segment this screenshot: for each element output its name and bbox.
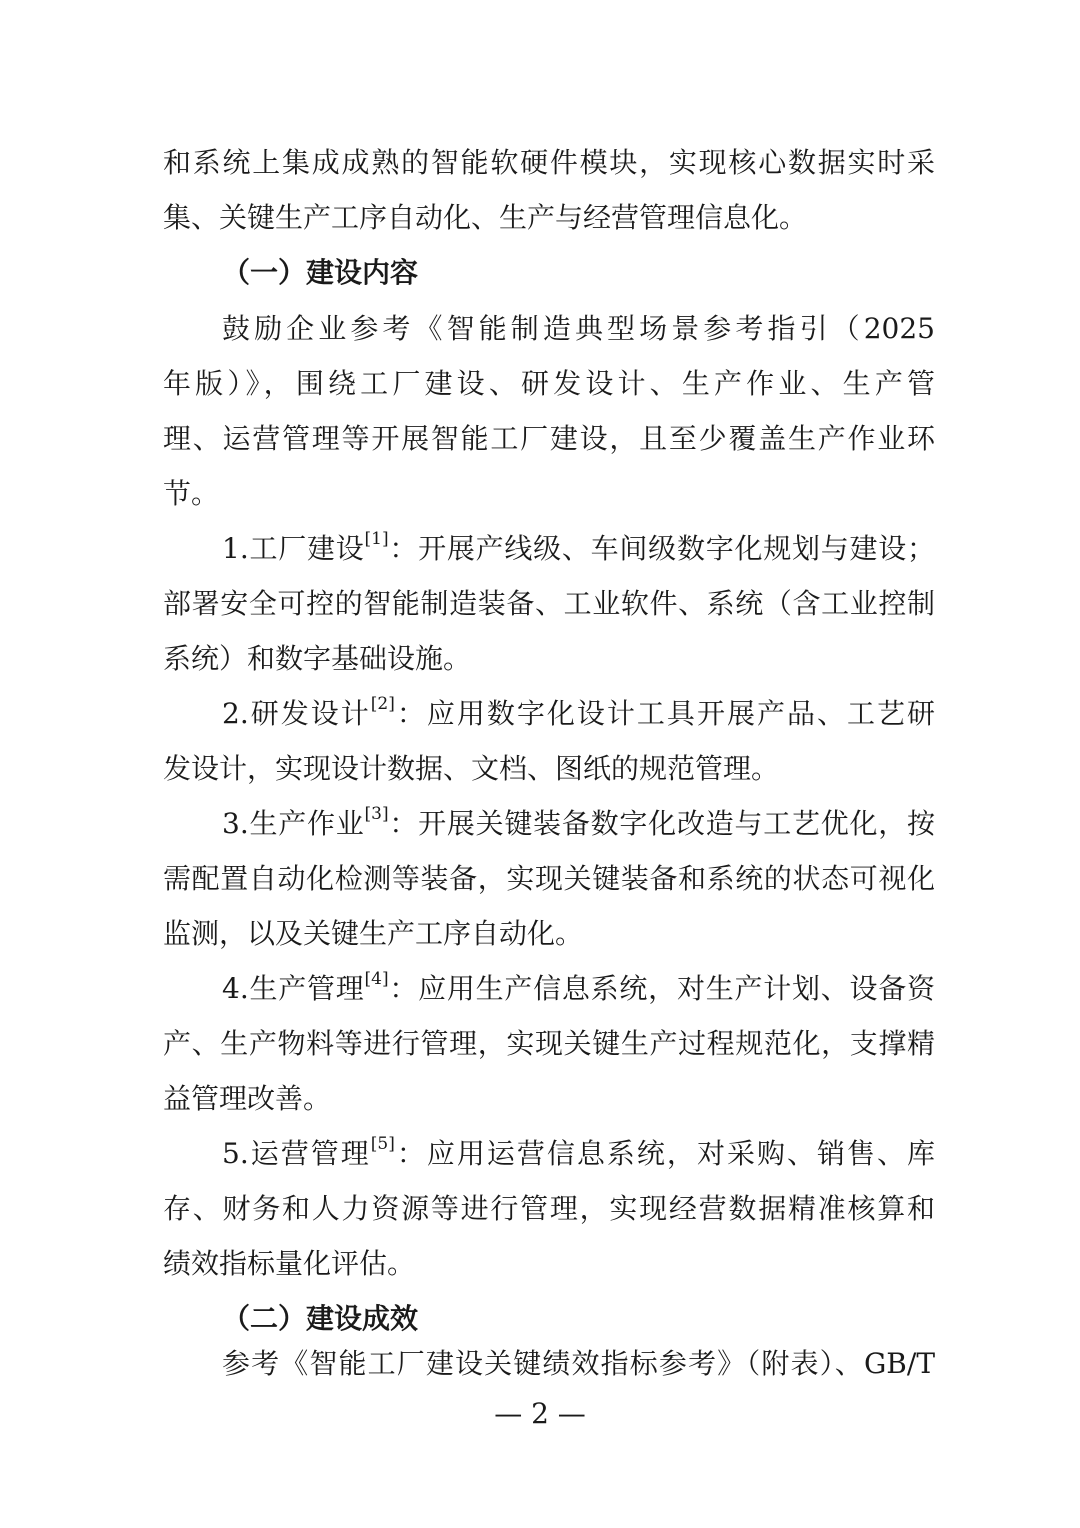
footnote-ref: [2] — [370, 693, 395, 714]
list-item-text: ：开展关键装备数字化改造与工艺优化，按 — [388, 807, 935, 840]
body-text-line: 部署安全可控的智能制造装备、工业软件、系统（含工业控制 — [163, 587, 935, 620]
list-item-title: 5.运营管理 — [222, 1137, 371, 1170]
list-item-line — [222, 969, 935, 1009]
list-item-title: 3.生产作业 — [222, 807, 365, 840]
body-text-line: 监测，以及关键生产工序自动化。 — [163, 917, 584, 950]
body-text-line: 理、运营管理等开展智能工厂建设，且至少覆盖生产作业环 — [163, 422, 935, 455]
list-item-line — [222, 1134, 935, 1174]
list-item-line — [222, 529, 935, 569]
body-text-line: 和系统上集成成熟的智能软硬件模块，实现核心数据实时采 — [163, 146, 935, 179]
list-item-text: ：应用数字化设计工具开展产品、工艺研 — [394, 697, 935, 730]
page-number: — 2 — — [494, 1397, 586, 1430]
body-text-line: 绩效指标量化评估。 — [163, 1247, 416, 1280]
body-text-line: 系统）和数字基础设施。 — [163, 642, 472, 675]
list-item-line — [222, 804, 935, 844]
body-text-line: 参考《智能工厂建设关键绩效指标参考》（附表）、GB/T — [222, 1347, 935, 1380]
list-item-title: 2.研发设计 — [222, 697, 371, 730]
body-text-line: 产、生产物料等进行管理，实现关键生产过程规范化，支撑精 — [163, 1027, 935, 1060]
list-item-text: ：应用生产信息系统，对生产计划、设备资 — [388, 972, 935, 1005]
footnote-ref: [3] — [364, 803, 389, 824]
list-item-text: ：应用运营信息系统，对采购、销售、库 — [394, 1137, 935, 1170]
list-item-line — [222, 694, 935, 734]
footnote-ref: [4] — [364, 968, 389, 989]
body-text-line: 年版）》，围绕工厂建设、研发设计、生产作业、生产管 — [163, 367, 935, 400]
body-text-line: 集、关键生产工序自动化、生产与经营管理信息化。 — [163, 201, 808, 234]
body-text-line: 益管理改善。 — [163, 1082, 332, 1115]
section-heading: （二）建设成效 — [222, 1302, 419, 1335]
footnote-ref: [1] — [364, 528, 389, 549]
footnote-ref: [5] — [370, 1133, 395, 1154]
list-item-title: 4.生产管理 — [222, 972, 365, 1005]
body-text-line: 发设计，实现设计数据、文档、图纸的规范管理。 — [163, 752, 780, 785]
body-text-line: 需配置自动化检测等装备，实现关键装备和系统的状态可视化 — [163, 862, 935, 895]
list-item-title: 1.工厂建设 — [222, 532, 365, 565]
section-heading: （一）建设内容 — [222, 256, 419, 289]
body-text-line: 鼓励企业参考《智能制造典型场景参考指引（2025 — [222, 312, 935, 345]
body-text-line: 节。 — [163, 477, 220, 510]
list-item-text: ：开展产线级、车间级数字化规划与建设； — [388, 532, 935, 565]
body-text-line: 存、财务和人力资源等进行管理，实现经营数据精准核算和 — [163, 1192, 935, 1225]
